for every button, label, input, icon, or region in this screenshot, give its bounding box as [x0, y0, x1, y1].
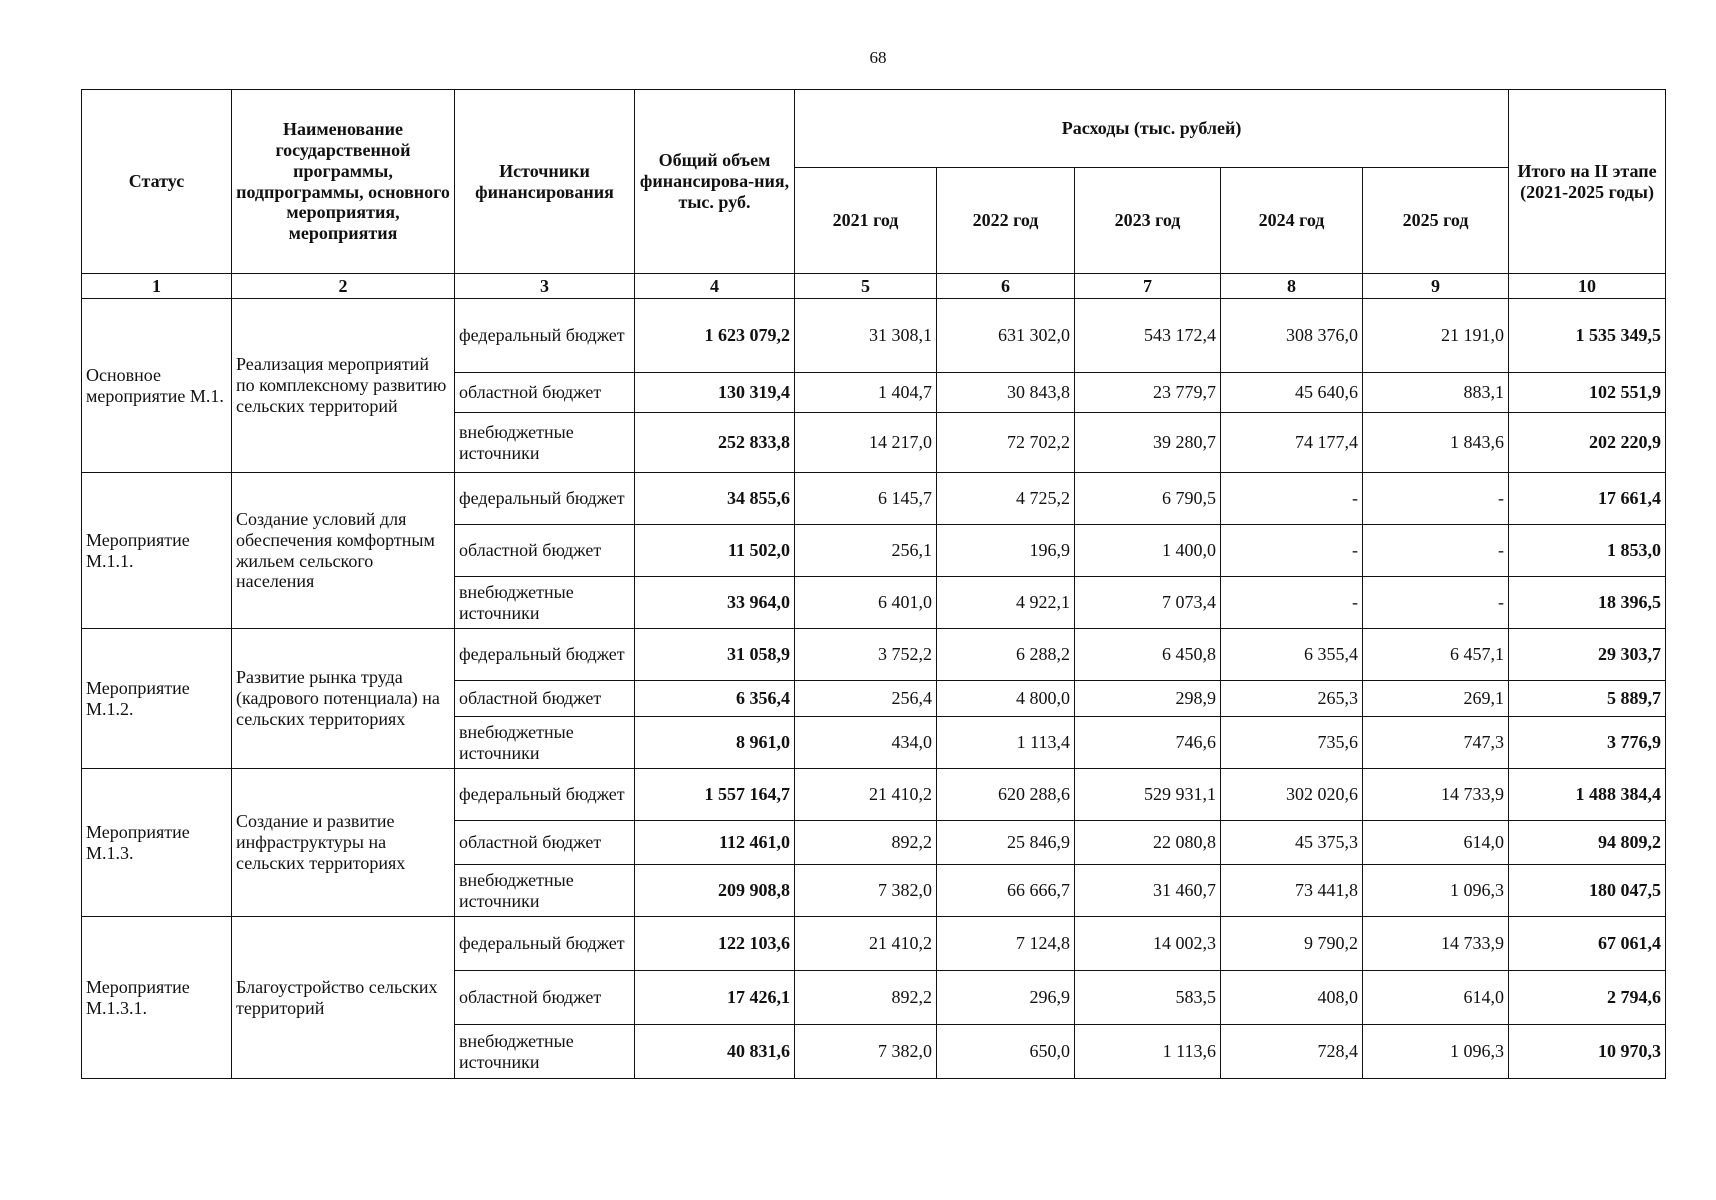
column-number: 6 — [937, 274, 1075, 299]
header-year-2024: 2024 год — [1221, 168, 1363, 274]
year-value-cell: 196,9 — [937, 525, 1075, 577]
year-value-cell: - — [1221, 525, 1363, 577]
program-name-cell: Создание условий для обеспечения комфортным жильем сельского населения — [232, 473, 455, 629]
year-value-cell: 9 790,2 — [1221, 917, 1363, 971]
year-value-cell: 265,3 — [1221, 681, 1363, 717]
status-cell: Мероприятие М.1.1. — [82, 473, 232, 629]
year-value-cell: 22 080,8 — [1075, 821, 1221, 865]
year-value-cell: 7 073,4 — [1075, 577, 1221, 629]
year-value-cell: 6 450,8 — [1075, 629, 1221, 681]
year-value-cell: 728,4 — [1221, 1025, 1363, 1079]
year-value-cell: 1 113,4 — [937, 717, 1075, 769]
year-value-cell: 620 288,6 — [937, 769, 1075, 821]
header-expenses: Расходы (тыс. рублей) — [795, 90, 1509, 168]
column-number: 4 — [635, 274, 795, 299]
status-cell: Мероприятие М.1.3.1. — [82, 917, 232, 1079]
year-value-cell: 256,4 — [795, 681, 937, 717]
year-value-cell: 66 666,7 — [937, 865, 1075, 917]
year-value-cell: 308 376,0 — [1221, 299, 1363, 373]
year-value-cell: 892,2 — [795, 971, 937, 1025]
year-value-cell: 408,0 — [1221, 971, 1363, 1025]
year-value-cell: 25 846,9 — [937, 821, 1075, 865]
funding-source-cell: областной бюджет — [455, 971, 635, 1025]
column-number: 7 — [1075, 274, 1221, 299]
program-name-cell: Развитие рынка труда (кадрового потенциала) на сельских территориях — [232, 629, 455, 769]
column-number: 8 — [1221, 274, 1363, 299]
header-funding-source: Источники финансирования — [455, 90, 635, 274]
table-row — [82, 473, 1666, 525]
year-value-cell: 1 400,0 — [1075, 525, 1221, 577]
year-value-cell: 7 382,0 — [795, 1025, 937, 1079]
status-cell: Основное мероприятие М.1. — [82, 299, 232, 473]
year-value-cell: 4 922,1 — [937, 577, 1075, 629]
year-value-cell: 74 177,4 — [1221, 413, 1363, 473]
financing-table — [81, 89, 1666, 1079]
total-volume-cell: 34 855,6 — [635, 473, 795, 525]
funding-source-cell: областной бюджет — [455, 681, 635, 717]
year-value-cell: 1 843,6 — [1363, 413, 1509, 473]
program-name-cell: Создание и развитие инфраструктуры на сельских территориях — [232, 769, 455, 917]
year-value-cell: 14 002,3 — [1075, 917, 1221, 971]
funding-source-cell: федеральный бюджет — [455, 299, 635, 373]
funding-source-cell: внебюджетные источники — [455, 413, 635, 473]
funding-source-cell: областной бюджет — [455, 821, 635, 865]
year-value-cell: 3 752,2 — [795, 629, 937, 681]
year-value-cell: 73 441,8 — [1221, 865, 1363, 917]
year-value-cell: 31 460,7 — [1075, 865, 1221, 917]
column-number: 5 — [795, 274, 937, 299]
funding-source-cell: внебюджетные источники — [455, 865, 635, 917]
year-value-cell: 45 640,6 — [1221, 373, 1363, 413]
total-volume-cell: 252 833,8 — [635, 413, 795, 473]
total-volume-cell: 17 426,1 — [635, 971, 795, 1025]
header-total-volume: Общий объем финансирова-ния, тыс. руб. — [635, 90, 795, 274]
column-number: 9 — [1363, 274, 1509, 299]
stage-total-cell: 1 488 384,4 — [1509, 769, 1666, 821]
year-value-cell: 1 404,7 — [795, 373, 937, 413]
year-value-cell: 434,0 — [795, 717, 937, 769]
year-value-cell: 72 702,2 — [937, 413, 1075, 473]
year-value-cell: 14 217,0 — [795, 413, 937, 473]
year-value-cell: 631 302,0 — [937, 299, 1075, 373]
stage-total-cell: 3 776,9 — [1509, 717, 1666, 769]
year-value-cell: 6 790,5 — [1075, 473, 1221, 525]
year-value-cell: 1 113,6 — [1075, 1025, 1221, 1079]
year-value-cell: 892,2 — [795, 821, 937, 865]
year-value-cell: 7 124,8 — [937, 917, 1075, 971]
header-program-name: Наименование государственной программы, подпрограммы, основного мероприятия, мероприятия — [232, 90, 455, 274]
year-value-cell: 6 145,7 — [795, 473, 937, 525]
year-value-cell: 14 733,9 — [1363, 769, 1509, 821]
header-year-2025: 2025 год — [1363, 168, 1509, 274]
year-value-cell: 650,0 — [937, 1025, 1075, 1079]
year-value-cell: - — [1221, 473, 1363, 525]
funding-source-cell: областной бюджет — [455, 373, 635, 413]
total-volume-cell: 1 557 164,7 — [635, 769, 795, 821]
funding-source-cell: федеральный бюджет — [455, 629, 635, 681]
year-value-cell: 6 288,2 — [937, 629, 1075, 681]
status-cell: Мероприятие М.1.3. — [82, 769, 232, 917]
year-value-cell: - — [1363, 525, 1509, 577]
year-value-cell: 39 280,7 — [1075, 413, 1221, 473]
funding-source-cell: федеральный бюджет — [455, 917, 635, 971]
year-value-cell: 7 382,0 — [795, 865, 937, 917]
stage-total-cell: 94 809,2 — [1509, 821, 1666, 865]
funding-source-cell: федеральный бюджет — [455, 473, 635, 525]
total-volume-cell: 40 831,6 — [635, 1025, 795, 1079]
funding-source-cell: областной бюджет — [455, 525, 635, 577]
year-value-cell: 256,1 — [795, 525, 937, 577]
header-status: Статус — [82, 90, 232, 274]
year-value-cell: - — [1363, 577, 1509, 629]
total-volume-cell: 8 961,0 — [635, 717, 795, 769]
year-value-cell: 1 096,3 — [1363, 1025, 1509, 1079]
stage-total-cell: 5 889,7 — [1509, 681, 1666, 717]
total-volume-cell: 209 908,8 — [635, 865, 795, 917]
year-value-cell: 298,9 — [1075, 681, 1221, 717]
year-value-cell: 6 355,4 — [1221, 629, 1363, 681]
year-value-cell: 302 020,6 — [1221, 769, 1363, 821]
year-value-cell: 735,6 — [1221, 717, 1363, 769]
stage-total-cell: 180 047,5 — [1509, 865, 1666, 917]
total-volume-cell: 122 103,6 — [635, 917, 795, 971]
year-value-cell: 747,3 — [1363, 717, 1509, 769]
year-value-cell: 269,1 — [1363, 681, 1509, 717]
stage-total-cell: 17 661,4 — [1509, 473, 1666, 525]
funding-source-cell: федеральный бюджет — [455, 769, 635, 821]
column-number: 2 — [232, 274, 455, 299]
header-year-2021: 2021 год — [795, 168, 937, 274]
year-value-cell: 4 725,2 — [937, 473, 1075, 525]
program-name-cell: Реализация мероприятий по комплексному развитию сельских территорий — [232, 299, 455, 473]
year-value-cell: 45 375,3 — [1221, 821, 1363, 865]
total-volume-cell: 31 058,9 — [635, 629, 795, 681]
year-value-cell: 296,9 — [937, 971, 1075, 1025]
year-value-cell: 4 800,0 — [937, 681, 1075, 717]
year-value-cell: 30 843,8 — [937, 373, 1075, 413]
column-number-row — [82, 274, 1666, 299]
page-number: 68 — [869, 48, 887, 67]
header-stage-total: Итого на II этапе (2021-2025 годы) — [1509, 90, 1666, 274]
year-value-cell: 583,5 — [1075, 971, 1221, 1025]
funding-source-cell: внебюджетные источники — [455, 717, 635, 769]
stage-total-cell: 2 794,6 — [1509, 971, 1666, 1025]
total-volume-cell: 130 319,4 — [635, 373, 795, 413]
total-volume-cell: 33 964,0 — [635, 577, 795, 629]
total-volume-cell: 112 461,0 — [635, 821, 795, 865]
column-number: 3 — [455, 274, 635, 299]
stage-total-cell: 102 551,9 — [1509, 373, 1666, 413]
stage-total-cell: 67 061,4 — [1509, 917, 1666, 971]
year-value-cell: 14 733,9 — [1363, 917, 1509, 971]
year-value-cell: 614,0 — [1363, 971, 1509, 1025]
header-year-2023: 2023 год — [1075, 168, 1221, 274]
year-value-cell: 21 410,2 — [795, 769, 937, 821]
total-volume-cell: 11 502,0 — [635, 525, 795, 577]
program-name-cell: Благоустройство сельских территорий — [232, 917, 455, 1079]
year-value-cell: 529 931,1 — [1075, 769, 1221, 821]
year-value-cell: 21 191,0 — [1363, 299, 1509, 373]
funding-source-cell: внебюджетные источники — [455, 577, 635, 629]
year-value-cell: 21 410,2 — [795, 917, 937, 971]
total-volume-cell: 1 623 079,2 — [635, 299, 795, 373]
stage-total-cell: 18 396,5 — [1509, 577, 1666, 629]
year-value-cell: 1 096,3 — [1363, 865, 1509, 917]
year-value-cell: - — [1221, 577, 1363, 629]
stage-total-cell: 10 970,3 — [1509, 1025, 1666, 1079]
table-body — [82, 299, 1666, 1079]
funding-source-cell: внебюджетные источники — [455, 1025, 635, 1079]
table-row — [82, 629, 1666, 681]
table-row — [82, 299, 1666, 373]
year-value-cell: 746,6 — [1075, 717, 1221, 769]
status-cell: Мероприятие М.1.2. — [82, 629, 232, 769]
year-value-cell: 614,0 — [1363, 821, 1509, 865]
year-value-cell: 31 308,1 — [795, 299, 937, 373]
total-volume-cell: 6 356,4 — [635, 681, 795, 717]
stage-total-cell: 1 535 349,5 — [1509, 299, 1666, 373]
year-value-cell: 6 401,0 — [795, 577, 937, 629]
stage-total-cell: 1 853,0 — [1509, 525, 1666, 577]
year-value-cell: 23 779,7 — [1075, 373, 1221, 413]
year-value-cell: 883,1 — [1363, 373, 1509, 413]
stage-total-cell: 29 303,7 — [1509, 629, 1666, 681]
column-number: 10 — [1509, 274, 1666, 299]
column-number: 1 — [82, 274, 232, 299]
year-value-cell: 543 172,4 — [1075, 299, 1221, 373]
table-row — [82, 917, 1666, 971]
year-value-cell: 6 457,1 — [1363, 629, 1509, 681]
stage-total-cell: 202 220,9 — [1509, 413, 1666, 473]
year-value-cell: - — [1363, 473, 1509, 525]
header-year-2022: 2022 год — [937, 168, 1075, 274]
table-row — [82, 769, 1666, 821]
